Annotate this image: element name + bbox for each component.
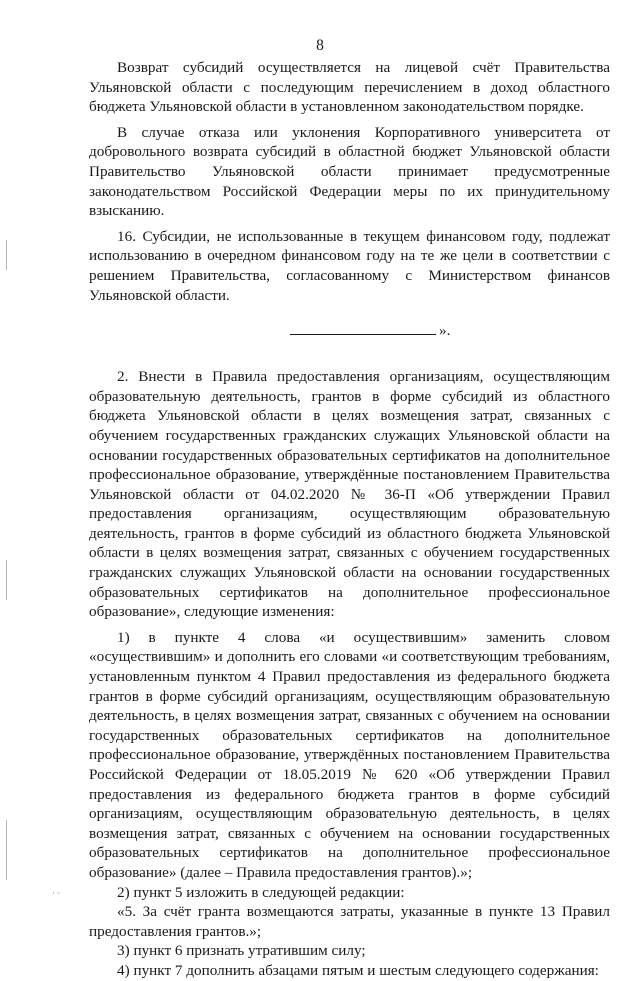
paragraph-item-3: 3) пункт 6 признать утратившим силу; bbox=[117, 942, 366, 960]
paragraph-item-4: 4) пункт 7 дополнить абзацами пятым и шестым следующего содержания: bbox=[117, 961, 599, 979]
paragraph-2-amendments: 2. Внести в Правила предоставления организациям, осуществляющим образовательную деятельность, грантов в форме субсидий из областного бюджета Ульяновской области в целях возмещения затрат, связанных с обучением государственных гражданских служащих Ульяновской области на основании государственных образовательных сертификатов на дополнительное профессиональное образование, утверждённые постановлением Правительства Ульяновской области от 04.02.2020 № 36-П «Об утверждении Правил предоставления организациям, осуществляющим образовательную деятельность, грантов в форме субсидий из областного бюджета Ульяновской области в целях возмещения затрат, связанных с обучением государственных гражданских служащих Ульяновской области на основании государственных образовательных сертификатов на дополнительное профессиональное образование», следующие изменения: bbox=[89, 368, 610, 621]
scan-corner-mark: · · bbox=[52, 888, 61, 898]
scan-margin-mark bbox=[6, 820, 7, 880]
paragraph-item-2: 2) пункт 5 изложить в следующей редакции: bbox=[117, 883, 405, 901]
closing-quote: ». bbox=[439, 322, 451, 340]
paragraph-item-1: 1) в пункте 4 слова «и осуществившим» заменить словом «осуществившим» и дополнить его словами «и соответствующим требованиям, установленным пунктом 4 Правил предоставления из федерального бюджета грантов в форме субсидий организациям, осуществляющим образовательную деятельность, в целях возмещения затрат, связанных с обучением на основании государственных образовательных сертификатов на дополнительное профессиональное образование, утверждённых постановлением Правительства Российской Федерации от 18.05.2019 № 620 «Об утверждении Правил предоставления из федерального бюджета грантов в форме субсидий организациям, осуществляющим образовательную деятельность, в целях возмещения затрат, связанных с обучением на основании государственных образовательных сертификатов на дополнительное профессиональное образование» (далее – Правила предоставления грантов).»; bbox=[89, 628, 610, 881]
document-body bbox=[89, 58, 610, 981]
scan-margin-mark bbox=[6, 240, 7, 270]
paragraph-16-unused-subsidies: 16. Субсидии, не использованные в текущем финансовом году, подлежат использованию в очередном финансовом году на те же цели в соответствии с решением Правительства, согласованному с Министерством финансов Ульяновской области. bbox=[89, 227, 610, 304]
paragraph-refund-procedure: Возврат субсидий осуществляется на лицевой счёт Правительства Ульяновской области с последующим перечислением в доход областного бюджета Ульяновской области в установленном законодательством порядке. bbox=[89, 59, 610, 116]
page-number: 8 bbox=[316, 37, 324, 54]
closing-underline bbox=[290, 334, 436, 335]
paragraph-item-5-text: «5. За счёт гранта возмещаются затраты, указанные в пункте 13 Правил предоставления грантов.»; bbox=[89, 903, 610, 940]
closing-line bbox=[89, 305, 610, 367]
paragraph-refusal-consequences: В случае отказа или уклонения Корпоративного университета от добровольного возврата субсидий в областной бюджет Ульяновской области Правительство Ульяновской области принимает предусмотренные законодательством Российской Федерации меры по их принудительному взысканию. bbox=[89, 123, 610, 220]
scan-margin-mark bbox=[6, 560, 7, 600]
